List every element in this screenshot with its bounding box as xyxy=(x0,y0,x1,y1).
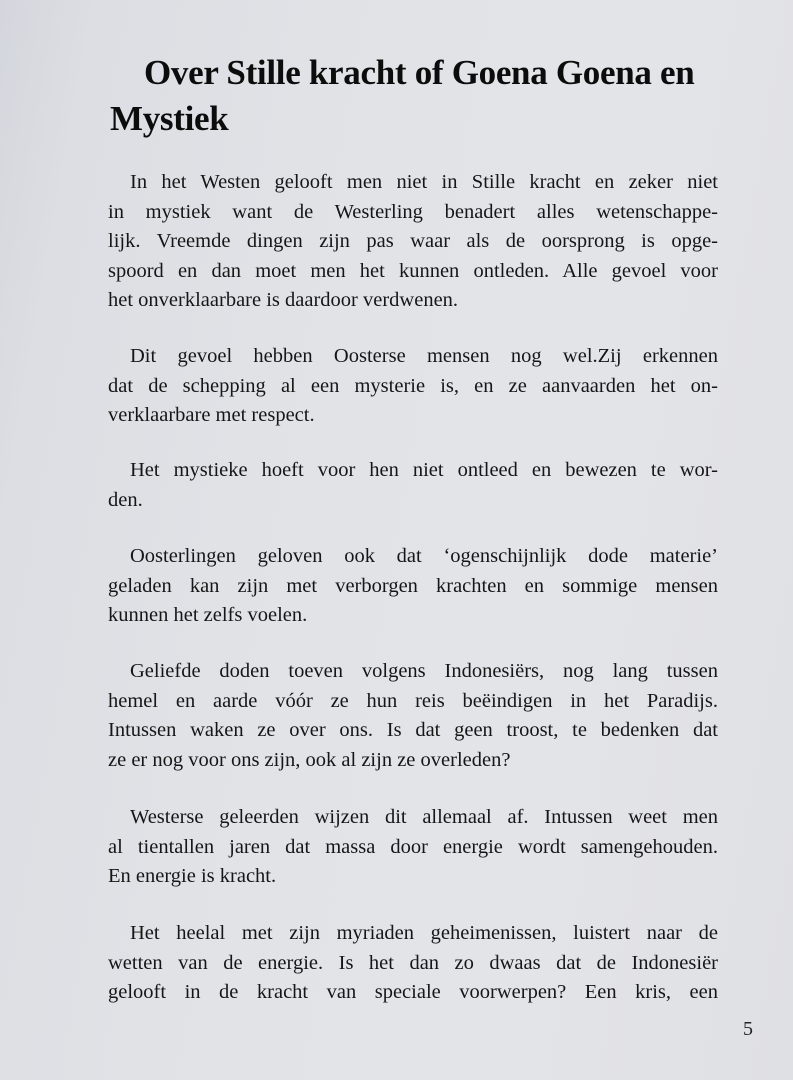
text-line: al tientallen jaren dat massa door energie wordt samengehouden. xyxy=(108,835,718,858)
text-line: In het Westen gelooft men niet in Stille kracht en zeker niet xyxy=(130,171,718,193)
paragraph-7 xyxy=(108,919,718,1008)
text-line: hemel en aarde vóór ze hun reis beëindigen in het Paradijs. xyxy=(108,689,718,712)
text-line: geladen kan zijn met verborgen krachten en sommige mensen xyxy=(108,574,718,597)
text-line: gelooft in de kracht van speciale voorwerpen? Een kris, een xyxy=(108,981,718,1003)
title-line: Mystiek xyxy=(110,99,229,138)
text-line: ze er nog voor ons zijn, ook al zijn ze overleden? xyxy=(108,748,511,771)
paragraph-5 xyxy=(108,657,718,775)
text-line: Oosterlingen geloven ook dat ‘ogenschijnlijk dode materie’ xyxy=(130,545,718,567)
paragraph-1 xyxy=(108,168,718,316)
title-line: Over Stille kracht of Goena Goena en xyxy=(144,53,695,92)
page-number: 5 xyxy=(743,1018,753,1040)
paragraph-2 xyxy=(108,342,718,431)
text-line: Geliefde doden toeven volgens Indonesiërs, nog lang tussen xyxy=(130,660,718,682)
chapter-title xyxy=(110,50,750,142)
text-line: verklaarbare met respect. xyxy=(108,404,315,426)
text-line: Westerse geleerden wijzen dit allemaal af. Intussen weet men xyxy=(130,806,718,828)
text-line: in mystiek want de Westerling benadert alles wetenschappe- xyxy=(108,200,718,223)
text-line: den. xyxy=(108,488,143,511)
text-line: dat de schepping al een mysterie is, en ze aanvaarden het on- xyxy=(108,374,718,397)
text-line: kunnen het zelfs voelen. xyxy=(108,604,308,626)
text-line: Dit gevoel hebben Oosterse mensen nog wel.Zij erkennen xyxy=(130,345,718,367)
text-line: En energie is kracht. xyxy=(108,865,277,887)
text-line: spoord en dan moet men het kunnen ontleden. Alle gevoel voor xyxy=(108,259,718,282)
text-line: het onverklaarbare is daardoor verdwenen. xyxy=(108,289,459,311)
text-line: Intussen waken ze over ons. Is dat geen troost, te bedenken dat xyxy=(108,719,718,741)
text-line: lijk. Vreemde dingen zijn pas waar als de oorsprong is opge- xyxy=(108,230,718,252)
text-line: wetten van de energie. Is het dan zo dwaas dat de Indonesiër xyxy=(108,951,718,974)
text-line: Het mystieke hoeft voor hen niet ontleed en bewezen te wor- xyxy=(130,459,718,481)
paragraph-3 xyxy=(108,456,718,515)
text-line: Het heelal met zijn myriaden geheimenissen, luistert naar de xyxy=(130,922,718,944)
paragraph-6 xyxy=(108,803,718,892)
paragraph-4 xyxy=(108,542,718,631)
